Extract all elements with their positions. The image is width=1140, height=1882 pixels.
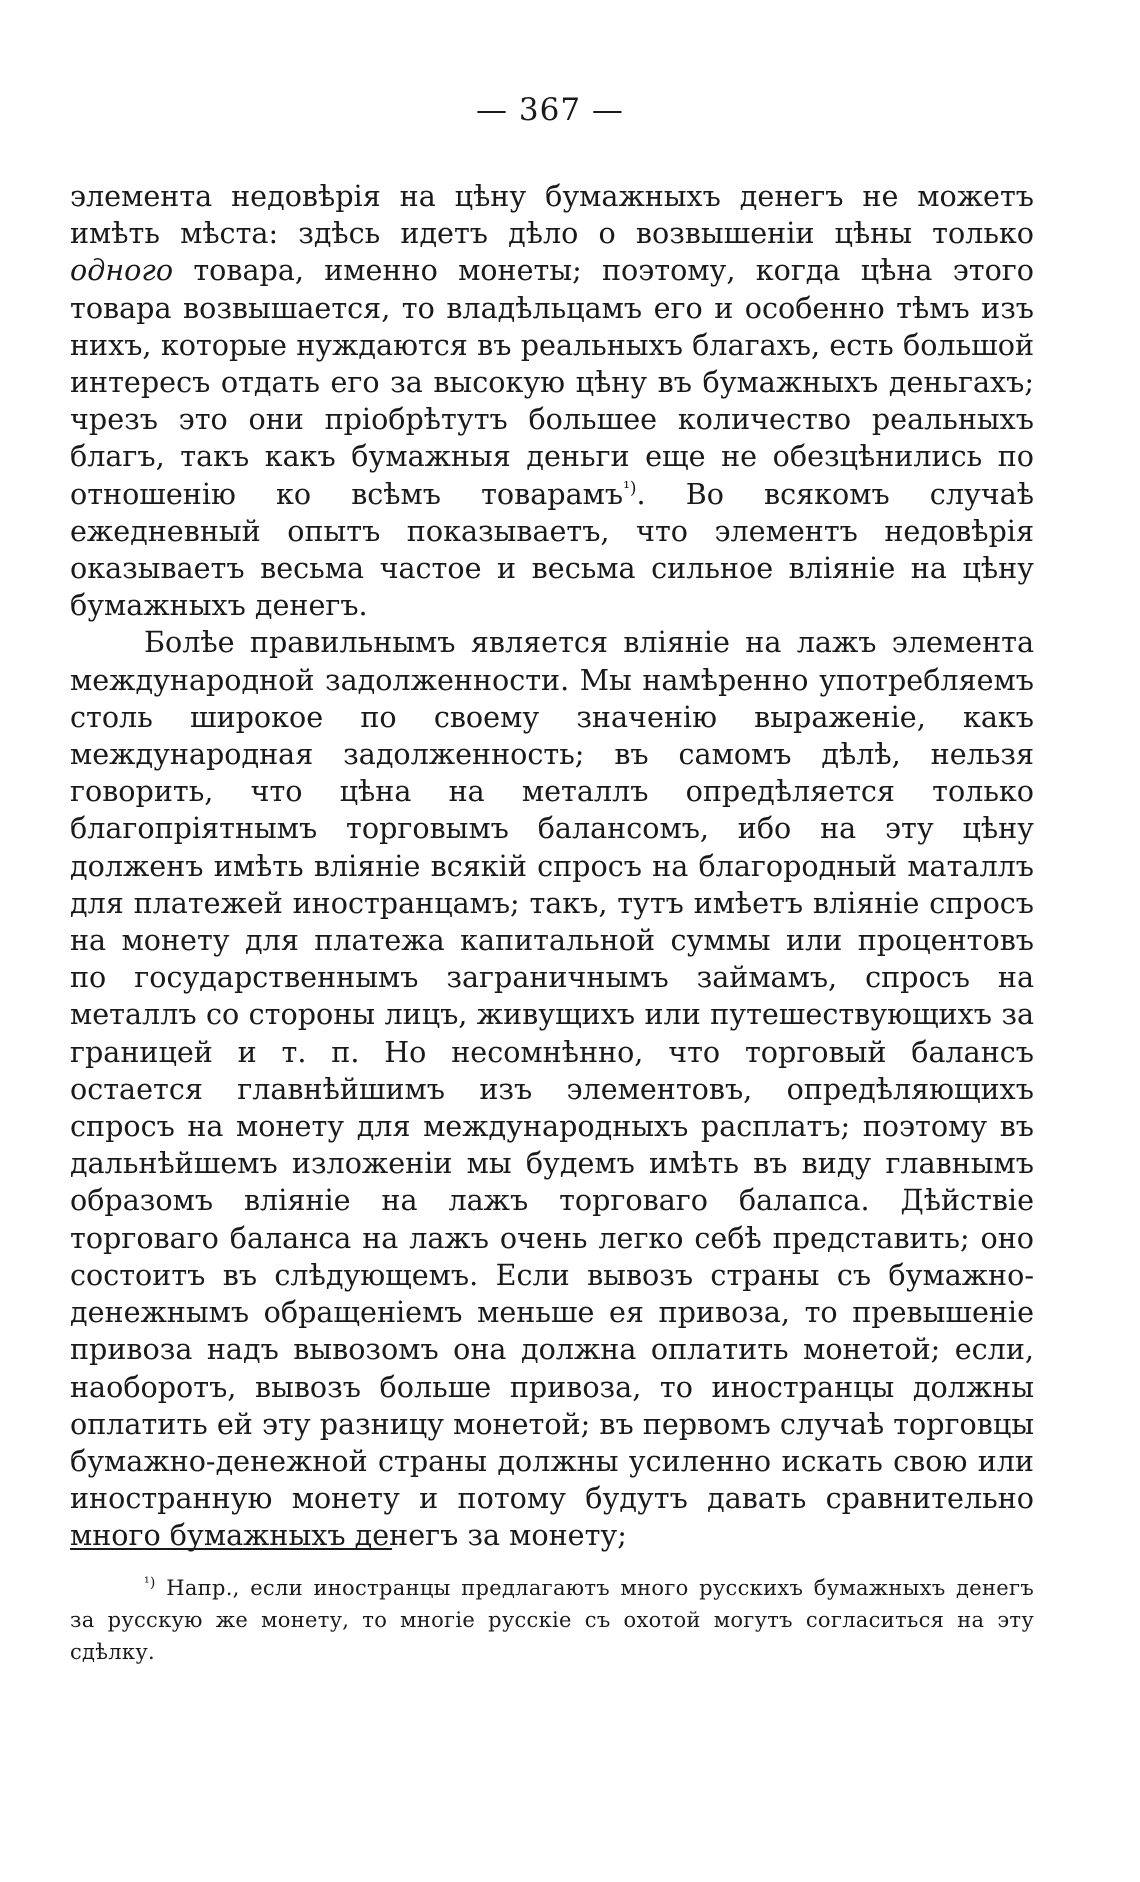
paragraph-1-end: . Во всякомъ случаѣ ежедневный опытъ показываетъ, что элементъ недовѣрія оказываетъ весьма частое и весьма сильное вліяніе на цѣну бумажныхъ денегъ. bbox=[70, 476, 1035, 623]
paragraph-2: Болѣе правильнымъ является вліяніе на лажъ элемента международной задолженности. Мы намѣренно употребляемъ столь широкое по своему значенію выраженіе, какъ международная задолженность; въ самомъ дѣлѣ, нельзя говорить, что цѣна на металлъ опредѣляется только благопріятнымъ торговымъ балансомъ, ибо на эту цѣну долженъ имѣть вліяніе всякій спросъ на благородный маталлъ для платежей иностранцамъ; такъ, тутъ имѣетъ вліяніе спросъ на монету для платежа капитальной суммы или процентовъ по государственнымъ заграничнымъ займамъ, спросъ на металлъ со стороны лицъ, живущихъ или путешествующихъ за границей и т. п. Но несомнѣнно, что торговый балансъ остается главнѣйшимъ изъ элементовъ, опредѣляющихъ спросъ на монету для международныхъ расплатъ; поэтому въ дальнѣйшемъ изложеніи мы будемъ имѣть въ виду главнымъ образомъ вліяніе на лажъ торговаго балапса. Дѣйствіе торговаго баланса на лажъ очень легко себѣ представить; оно состоитъ въ слѣдующемъ. Если вывозъ страны съ бумажно-денежнымъ обращеніемъ меньше ея привоза, то превышеніе привоза надъ вывозомъ она должна оплатить монетой; если, наоборотъ, вывозъ больше привоза, то иностранцы должны оплатить ей эту разницу монетой; въ первомъ случаѣ торговцы бумажно-денежной страны должны усиленно искать свою или иностранную монету и потому будутъ давать сравнительно много бумажныхъ денегъ за монету; bbox=[70, 625, 1034, 1553]
paragraph-1 bbox=[70, 178, 1034, 624]
body-text bbox=[70, 178, 1034, 1555]
footnote-reference: ¹) bbox=[623, 478, 637, 499]
paragraph-1-start: элемента недовѣрія на цѣну бумажныхъ денегъ не можетъ имѣть мѣста: здѣсь идетъ дѣло о возвышеніи цѣны только bbox=[70, 179, 1034, 251]
footnote-mark: ¹) bbox=[144, 1575, 156, 1591]
footnote-text: Напр., если иностранцы предлагаютъ много русскихъ бумажныхъ денегъ за русскую же монету, то многіе русскіе съ охотой могутъ согласиться на эту сдѣлку. bbox=[70, 1576, 1034, 1664]
footnote bbox=[70, 1572, 1034, 1668]
page-number: — 367 — bbox=[476, 92, 624, 128]
paragraph-1-middle: товара, именно монеты; поэтому, когда цѣна этого товара возвышается, то владѣльцамъ его и особенно тѣмъ изъ нихъ, которые нуждаются въ реальныхъ благахъ, есть большой интересъ отдать его за высокую цѣну въ бумажныхъ деньгахъ; чрезъ это они пріобрѣтутъ большее количество реальныхъ благъ, такъ какъ бумажныя деньги еще не обезцѣнились по отношенію ко всѣмъ товарамъ bbox=[70, 253, 1034, 511]
italic-word: одного bbox=[70, 253, 174, 288]
footnote-divider bbox=[70, 1548, 392, 1550]
